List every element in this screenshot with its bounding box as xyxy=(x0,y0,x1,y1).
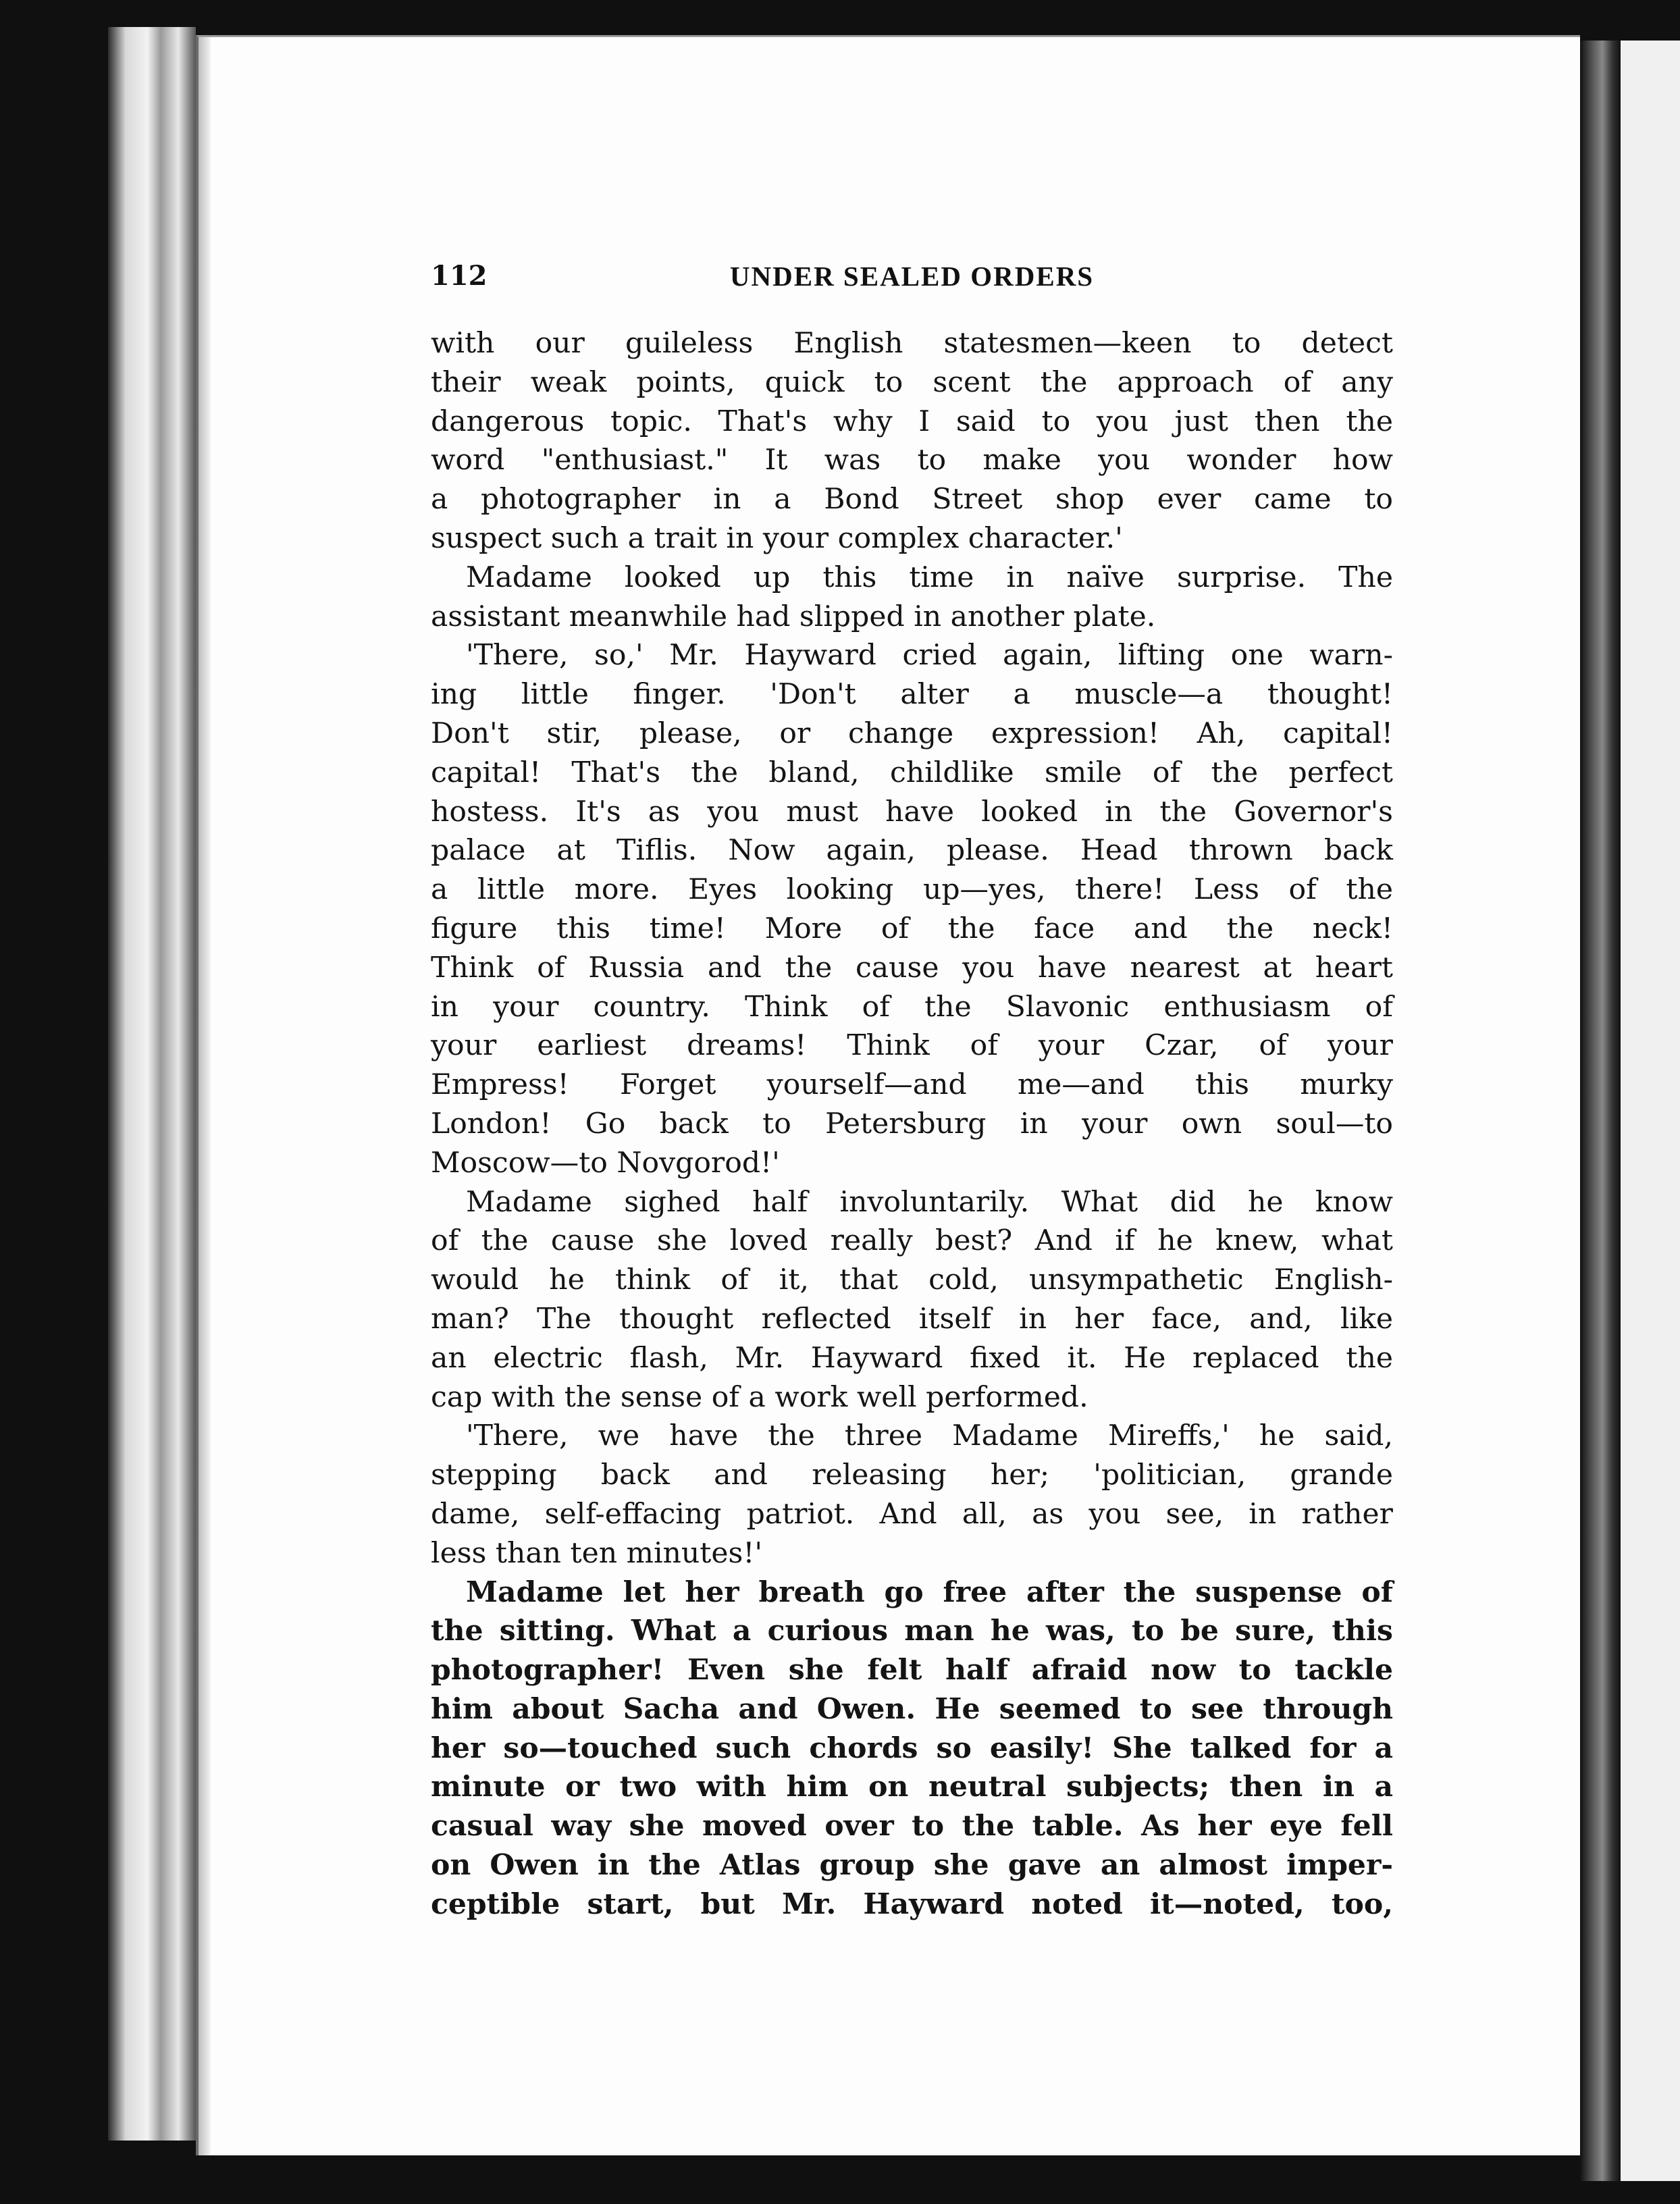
text-line: Think of Russia and the cause you have nearest at heart xyxy=(431,951,1393,985)
text-line: capital! That's the bland, childlike smile of the perfect xyxy=(431,756,1393,789)
text-line: hostess. It's as you must have looked in the Governor's xyxy=(431,795,1393,829)
text-line: a little more. Eyes looking up—yes, there! Less of the xyxy=(431,873,1393,907)
text-line: in your country. Think of the Slavonic enthusiasm of xyxy=(431,990,1393,1024)
page-number: 112 xyxy=(431,260,488,292)
text-line: Madame let her breath go free after the suspense of xyxy=(466,1575,1393,1609)
text-line: Madame looked up this time in naïve surprise. The xyxy=(466,560,1393,594)
text-line: 'There, we have the three Madame Mireffs,' he said, xyxy=(466,1419,1393,1453)
text-line: dame, self-effacing patriot. And all, as you see, in rather xyxy=(431,1497,1393,1531)
text-line: palace at Tiflis. Now again, please. Head thrown back xyxy=(431,834,1393,868)
text-line: an electric flash, Mr. Hayward fixed it. He replaced the xyxy=(431,1341,1393,1375)
book-page-edges-left xyxy=(108,27,196,2141)
text-line: ing little finger. 'Don't alter a muscle—a thought! xyxy=(431,678,1393,712)
page-header xyxy=(431,260,1393,300)
text-line: on Owen in the Atlas group she gave an almost imper- xyxy=(431,1848,1393,1883)
text-line: less than ten minutes!' xyxy=(431,1536,763,1570)
body-text xyxy=(431,324,1393,1924)
text-line: their weak points, quick to scent the approach of any xyxy=(431,365,1393,399)
text-line: Empress! Forget yourself—and me—and this murky xyxy=(431,1068,1393,1102)
text-line: ceptible start, but Mr. Hayward noted it—noted, too, xyxy=(431,1887,1393,1921)
text-line: of the cause she loved really best? And if he knew, what xyxy=(431,1224,1393,1258)
book-binding-right xyxy=(1580,41,1621,2181)
text-line: assistant meanwhile had slipped in another plate. xyxy=(431,600,1156,633)
text-line: photographer! Even she felt half afraid now to tackle xyxy=(431,1653,1393,1687)
text-line: dangerous topic. That's why I said to you just then the xyxy=(431,404,1393,438)
text-line: Don't stir, please, or change expression! Ah, capital! xyxy=(431,716,1393,750)
text-line: suspect such a trait in your complex character.' xyxy=(431,521,1123,555)
text-line: stepping back and releasing her; 'politician, grande xyxy=(431,1459,1393,1492)
text-line: 'There, so,' Mr. Hayward cried again, lifting one warn- xyxy=(466,639,1393,673)
text-line: Moscow—to Novgorod!' xyxy=(431,1146,780,1180)
text-line: the sitting. What a curious man he was, to be sure, this xyxy=(431,1614,1393,1648)
adjacent-page-edge xyxy=(1621,41,1680,2181)
running-head: UNDER SEALED ORDERS xyxy=(729,261,1095,292)
text-line: figure this time! More of the face and the neck! xyxy=(431,912,1393,945)
text-line: casual way she moved over to the table. As her eye fell xyxy=(431,1809,1393,1843)
text-line: your earliest dreams! Think of your Czar, of your xyxy=(431,1029,1393,1063)
text-line: with our guileless English statesmen—keen to detect xyxy=(431,327,1393,360)
text-line: her so—touched such chords so easily! She talked for a xyxy=(431,1731,1393,1765)
text-line: Madame sighed half involuntarily. What did he know xyxy=(466,1185,1393,1219)
text-line: minute or two with him on neutral subjects; then in a xyxy=(431,1770,1393,1804)
text-line: would he think of it, that cold, unsympathetic English- xyxy=(431,1263,1393,1297)
text-line: word "enthusiast." It was to make you wonder how xyxy=(431,444,1393,477)
page-gutter-shadow xyxy=(199,37,211,2155)
text-line: cap with the sense of a work well performed. xyxy=(431,1380,1088,1414)
text-line: a photographer in a Bond Street shop ever came to xyxy=(431,483,1393,517)
text-line: him about Sacha and Owen. He seemed to see through xyxy=(431,1691,1393,1726)
text-line: man? The thought reflected itself in her face, and, like xyxy=(431,1302,1393,1336)
text-line: London! Go back to Petersburg in your own soul—to xyxy=(431,1107,1393,1140)
